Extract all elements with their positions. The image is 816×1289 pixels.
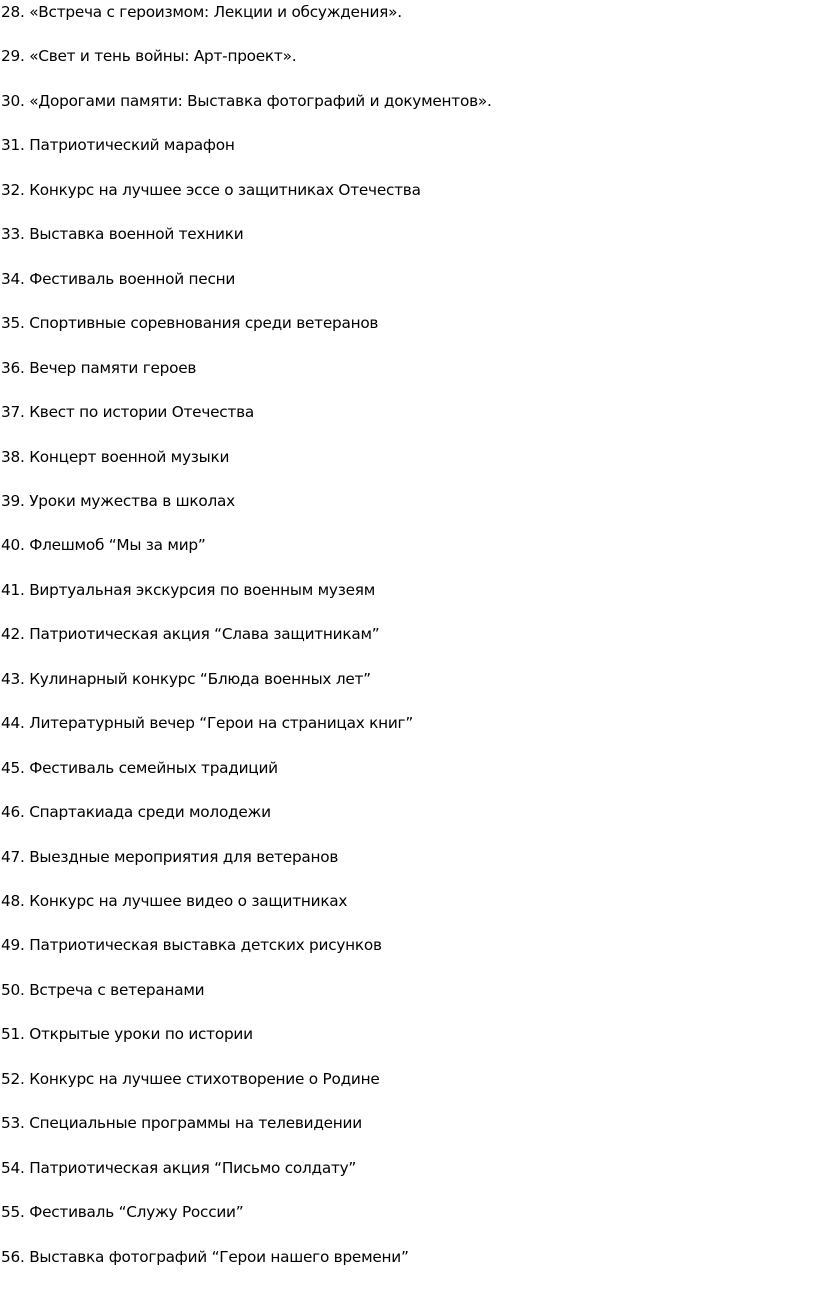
list-item: 38. Концерт военной музыки [1, 447, 230, 466]
list-item: 46. Спартакиада среди молодежи [1, 803, 271, 822]
list-item: 36. Вечер памяти героев [1, 358, 197, 377]
list-item: 49. Патриотическая выставка детских рисунков [1, 936, 382, 955]
list-item: 37. Квест по истории Отечества [1, 403, 254, 422]
list-item: 50. Встреча с ветеранами [1, 980, 205, 999]
list-item: 45. Фестиваль семейных традиций [1, 758, 278, 777]
list-item: 47. Выездные мероприятия для ветеранов [1, 847, 339, 866]
list-item: 31. Патриотический марафон [1, 136, 235, 155]
list-item: 32. Конкурс на лучшее эссе о защитниках Отечества [1, 180, 421, 199]
list-item: 39. Уроки мужества в школах [1, 491, 235, 510]
list-item: 51. Открытые уроки по истории [1, 1025, 253, 1044]
list-item: 28. «Встреча с героизмом: Лекции и обсуждения». [1, 3, 402, 21]
list-item: 30. «Дорогами памяти: Выставка фотографий и документов». [1, 91, 492, 110]
list-item: 52. Конкурс на лучшее стихотворение о Родине [1, 1069, 380, 1088]
list-item: 33. Выставка военной техники [1, 225, 244, 244]
list-item: 29. «Свет и тень войны: Арт-проект». [1, 47, 297, 66]
list-item: 48. Конкурс на лучшее видео о защитниках [1, 892, 348, 910]
list-item: 42. Патриотическая акция “Слава защитникам” [1, 625, 380, 644]
list-item: 34. Фестиваль военной песни [1, 269, 236, 288]
list-item: 44. Литературный вечер “Герои на страницах книг” [1, 714, 414, 733]
list-item: 54. Патриотическая акция “Письмо солдату” [1, 1158, 357, 1177]
list-item: 35. Спортивные соревнования среди ветеранов [1, 314, 379, 333]
list-item: 40. Флешмоб “Мы за мир” [1, 536, 206, 555]
list-item: 53. Специальные программы на телевидении [1, 1114, 362, 1133]
list-item: 41. Виртуальная экскурсия по военным музеям [1, 580, 375, 599]
list-item: 55. Фестиваль “Служу России” [1, 1203, 244, 1222]
list-item: 56. Выставка фотографий “Герои нашего времени” [1, 1247, 409, 1266]
list-item: 43. Кулинарный конкурс “Блюда военных лет” [1, 669, 371, 688]
